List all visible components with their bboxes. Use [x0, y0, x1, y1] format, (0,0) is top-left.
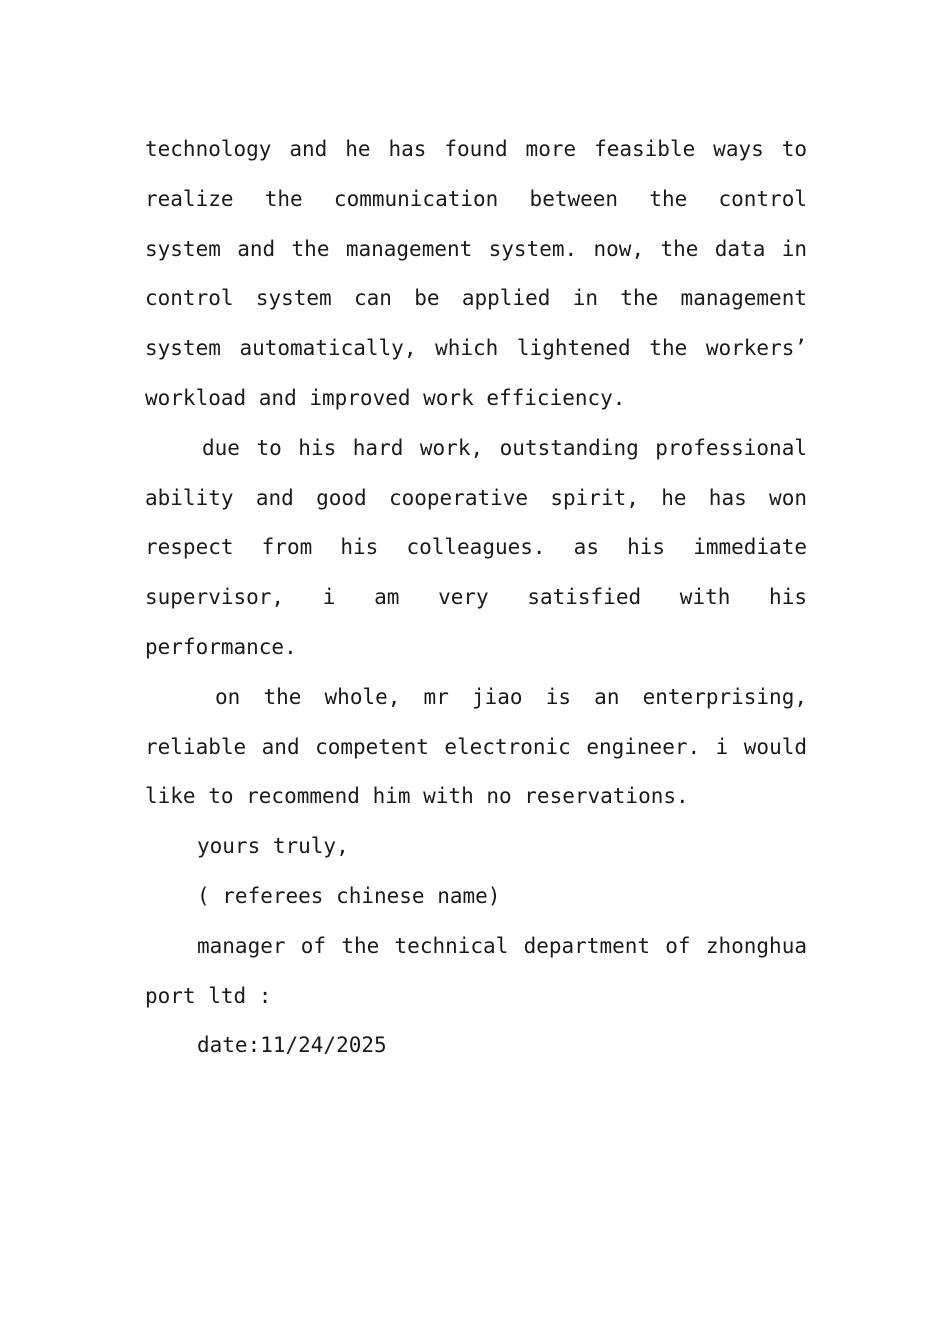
paragraph-line: like to recommend him with no reservations.	[145, 784, 689, 809]
signature-placeholder: ( referees chinese name)	[197, 883, 501, 908]
paragraph-line: ability and good cooperative spirit, he has won	[145, 485, 807, 510]
paragraph-line: reliable and competent electronic engineer. i would	[145, 734, 807, 759]
signer-title	[145, 922, 807, 1022]
paragraph-line: supervisor, i am very satisfied with his	[145, 585, 807, 610]
paragraph-line: performance.	[145, 634, 297, 659]
paragraph-line: workload and improved work efficiency.	[145, 385, 626, 410]
paragraph-hard-work	[145, 424, 807, 673]
paragraph-line: realize the communication between the control	[145, 186, 807, 211]
paragraph-line: technology and he has found more feasible ways to	[145, 137, 807, 161]
paragraph-line: on the whole, mr jiao is an enterprising,	[215, 684, 807, 709]
closing-salutation: yours truly,	[197, 834, 349, 859]
paragraph-line: system automatically, which lightened the workers’	[145, 336, 807, 361]
paragraph-line: control system can be applied in the management	[145, 286, 807, 311]
signer-title-line: port ltd :	[145, 983, 272, 1008]
paragraph-line: due to his hard work, outstanding professional	[202, 435, 807, 460]
paragraph-line: respect from his colleagues. as his immediate	[145, 535, 807, 560]
paragraph-line: system and the management system. now, the data in	[145, 236, 807, 261]
paragraph-on-the-whole	[145, 673, 807, 822]
letter-date: date:11/24/2025	[197, 1033, 387, 1058]
signer-title-line: manager of the technical department of zhonghua	[197, 933, 807, 958]
letter-body	[145, 125, 807, 1071]
paragraph-technology	[145, 125, 807, 424]
